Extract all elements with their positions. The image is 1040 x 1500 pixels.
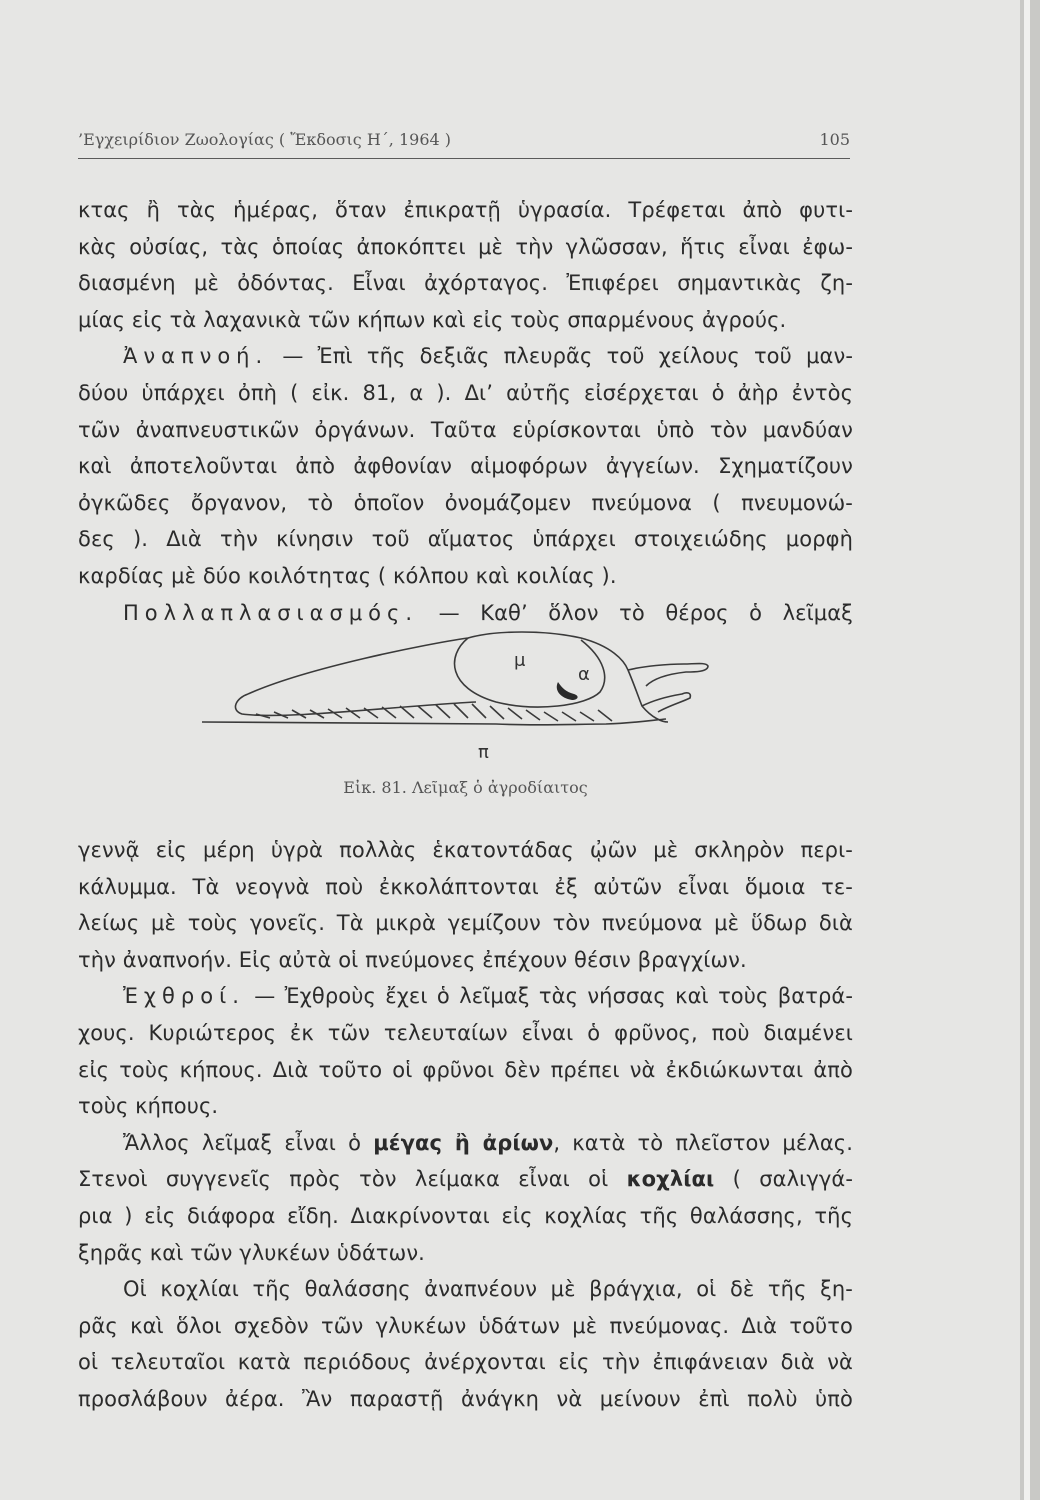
text-line: προσλάβουν ἀέρα. Ἂν παραστῇ ἀνάγκη νὰ μείνουν ἐπὶ πολὺ ὑπὸ: [78, 1386, 853, 1411]
page-edge: [1020, 0, 1040, 1500]
allos-line-2: [78, 1161, 853, 1198]
text-line: τὴν ἀναπνοήν. Εἰς αὐτὰ οἱ πνεύμονες ἐπέχουν θέσιν βραγχίων.: [78, 947, 747, 972]
header-title: ’Εγχειρίδιον Ζωολογίας ( Ἔκδοσις Η΄, 1964 ): [78, 130, 452, 149]
text-block-top: [78, 192, 853, 631]
text-line: οἱ τελευταῖοι κατὰ περιόδους ἀνέρχονται εἰς τὴν ἐπιφάνειαν διὰ νὰ: [78, 1350, 853, 1375]
echthroi-heading-line: [78, 978, 853, 1015]
text-span: — Ἐπὶ τῆς δεξιᾶς πλευρᾶς τοῦ χείλους τοῦ μαν-: [282, 344, 853, 369]
text-line: γεννᾷ εἰς μέρη ὑγρὰ πολλὰς ἑκατοντάδας ᾠῶν μὲ σκληρὸν περι-: [78, 838, 853, 862]
text-line: δες ). Διὰ τὴν κίνησιν τοῦ αἵματος ὑπάρχει στοιχειώδης μορφὴ: [78, 527, 853, 552]
bold-term-arion: μέγας ἢ ἀρίων: [373, 1130, 554, 1155]
text-line: ὀγκῶδες ὄργανον, τὸ ὁποῖον ὀνομάζομεν πνεύμονα ( πνευμονώ-: [78, 490, 853, 515]
bold-term-koxliai: κοχλίαι: [626, 1167, 715, 1192]
text-line: κάλυμμα. Τὰ νεογνὰ ποὺ ἐκκολάπτονται ἐξ αὐτῶν εἶναι ὅμοια τε-: [78, 874, 853, 899]
text-line: μίας εἰς τὰ λαχανικὰ τῶν κήπων καὶ εἰς τοὺς σπαρμένους ἀγρούς.: [78, 307, 787, 332]
text-span: Ἄλλος λεῖμαξ εἶναι ὁ: [123, 1130, 374, 1155]
anapnoi-heading-line: [78, 338, 853, 375]
text-line: ρᾶς καὶ ὅλοι σχεδὸν τῶν γλυκέων ὑδάτων μὲ πνεύμονας. Διὰ τοῦτο: [78, 1313, 853, 1338]
slug-figure: [196, 626, 716, 766]
text-span: ( σαλιγγά-: [714, 1167, 853, 1192]
text-line: λείως μὲ τοὺς γονεῖς. Τὰ μικρὰ γεμίζουν τὸν πνεύμονα μὲ ὕδωρ διὰ: [78, 911, 853, 936]
text-line: δύου ὑπάρχει ὀπὴ ( εἰκ. 81, α ). Δι’ αὐτῆς εἰσέρχεται ὁ ἀὴρ ἐντὸς: [78, 380, 853, 405]
figure-caption: Εἰκ. 81. Λεῖμαξ ὁ ἀγροδίαιτος: [343, 778, 588, 797]
label-mu: μ: [514, 650, 526, 671]
text-line: κὰς οὐσίας, τὰς ὁποίας ἀποκόπτει μὲ τὴν γλῶσσαν, ἥτις εἶναι ἐφω-: [78, 234, 853, 259]
text-line: διασμένη μὲ ὀδόντας. Εἶναι ἀχόρταγος. Ἐπιφέρει σημαντικὰς ζη-: [78, 271, 853, 296]
text-span: — Ἐχθροὺς ἔχει ὁ λεῖμαξ τὰς νήσσας καὶ τοὺς βατρά-: [254, 984, 854, 1009]
pneumostome-icon: [557, 682, 578, 700]
text-line: χους. Κυριώτερος ἐκ τῶν τελευταίων εἶναι ὁ φρῦνος, ποὺ διαμένει: [78, 1020, 853, 1045]
text-line: καὶ ἀποτελοῦνται ἀπὸ ἀφθονίαν αἱμοφόρων ἀγγείων. Σχηματίζουν: [78, 454, 853, 479]
text-line: εἰς τοὺς κήπους. Διὰ τοῦτο οἱ φρῦνοι δὲν πρέπει νὰ ἐκδιώκωνται ἀπὸ: [78, 1057, 853, 1082]
text-line: καρδίας μὲ δύο κοιλότητας ( κόλπου καὶ κοιλίας ).: [78, 563, 617, 588]
page-edge-highlight: [1024, 0, 1030, 1500]
allos-line-1: [78, 1125, 853, 1162]
tentacle-upper: [628, 664, 708, 687]
text-line: ρια ) εἰς διάφορα εἴδη. Διακρίνονται εἰς κοχλίας τῆς θαλάσσης, τῆς: [78, 1203, 853, 1228]
text-line: κτας ἢ τὰς ἡμέρας, ὅταν ἐπικρατῇ ὑγρασία. Τρέφεται ἀπὸ φυτι-: [78, 198, 853, 222]
text-line: τῶν ἀναπνευστικῶν ὀργάνων. Ταῦτα εὑρίσκονται ὑπὸ τὸν μανδύαν: [78, 417, 853, 442]
text-line: τοὺς κήπους.: [78, 1094, 219, 1119]
running-header: [78, 128, 850, 159]
text-block-bottom: [78, 832, 853, 1418]
text-line: ξηρᾶς καὶ τῶν γλυκέων ὑδάτων.: [78, 1240, 425, 1265]
label-pi: π: [478, 742, 489, 763]
label-alpha: α: [578, 664, 590, 685]
slug-tail: [235, 694, 476, 715]
slug-body-outline: [202, 719, 666, 725]
tentacle-lower: [642, 693, 690, 712]
text-span: Στενοὶ συγγενεῖς πρὸς τὸν λείμακα εἶναι οἱ: [78, 1167, 627, 1192]
section-heading-pollaplasiasmos: Πολλαπλασιασμός.: [123, 600, 419, 625]
text-span: — Καθ’ ὅλον τὸ θέρος ὁ λεῖμαξ: [438, 600, 853, 625]
text-span: , κατὰ τὸ πλεῖστον μέλας.: [553, 1130, 853, 1155]
text-line: Οἱ κοχλίαι τῆς θαλάσσης ἀναπνέουν μὲ βράγχια, οἱ δὲ τῆς ξη-: [123, 1277, 853, 1302]
section-heading-echthroi: Ἐχθροί.: [123, 984, 245, 1009]
page-number: 105: [819, 130, 850, 149]
section-heading-anapnoi: Ἀναπνοή.: [123, 344, 269, 369]
